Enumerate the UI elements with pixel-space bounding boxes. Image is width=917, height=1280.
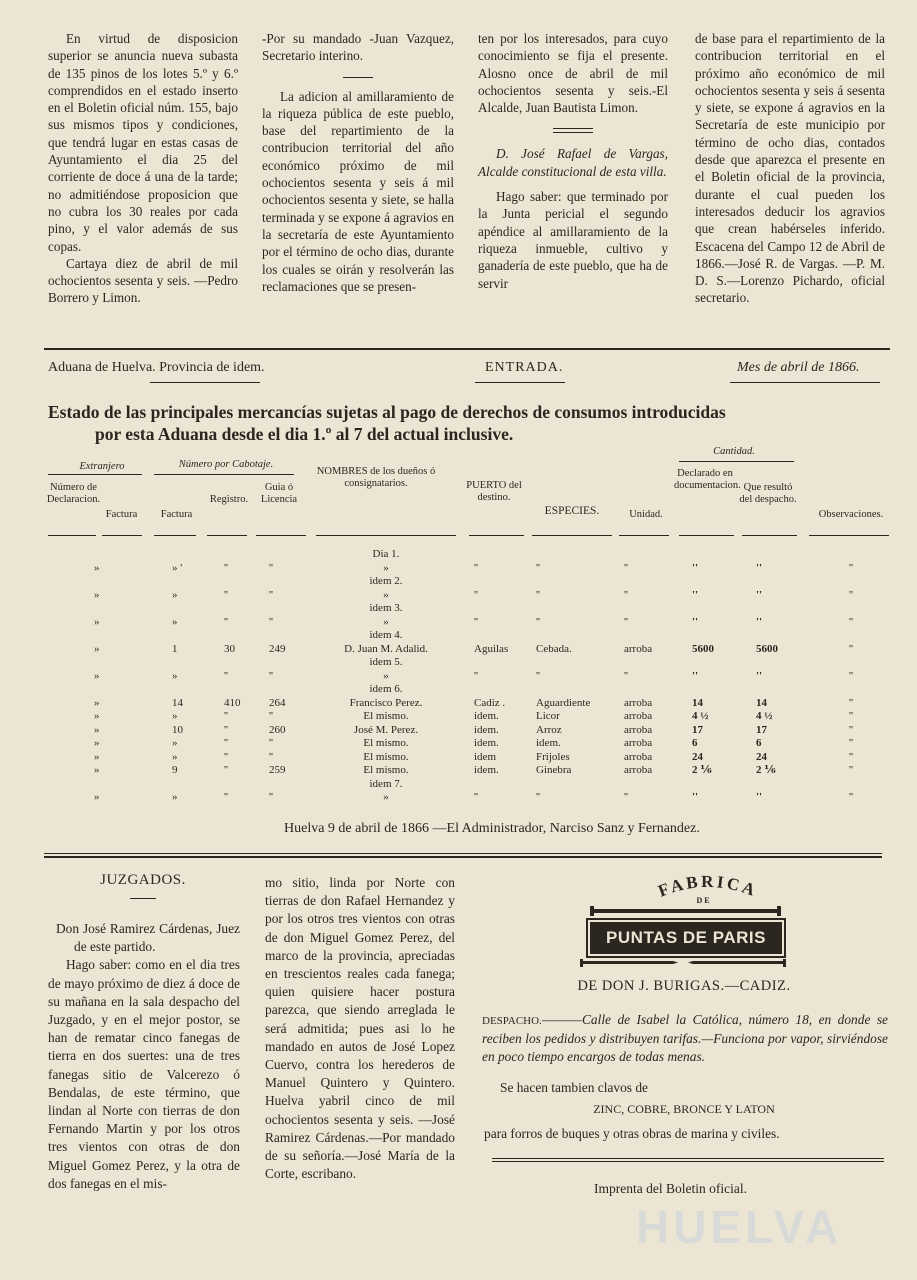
- mid-rule-2: [44, 856, 882, 858]
- top-section-rule: [44, 348, 890, 350]
- cell-puerto: idem.: [474, 764, 499, 776]
- table-row: [44, 670, 890, 683]
- cell-obs: '': [849, 750, 853, 763]
- cell-guia: '': [269, 615, 273, 628]
- th-rule-h: [532, 535, 612, 536]
- cell-name: »: [383, 588, 389, 601]
- cell-unid: '': [624, 561, 628, 574]
- customs-under-center: [475, 382, 565, 383]
- table-row: [44, 602, 890, 615]
- vargas-text: Hago saber: que terminado por la Junta pericial el segundo apéndice al amillaramiento de la riqueza inmueble, cultivo y ganadería de este pueblo, que ha de servir: [478, 189, 668, 291]
- th-rule-b: [102, 535, 142, 536]
- cell-puerto: idem: [474, 750, 496, 763]
- cell-decl: »: [94, 669, 100, 682]
- customs-right: Mes de abril de 1866.: [737, 360, 860, 375]
- cell-obs: '': [849, 723, 853, 736]
- escacena-text: de base para el repartimiento de la contribucion territorial en el próximo año económico de mil ochocientos sesenta y seis á sesenta y siete, se expone á agravios en la Secretaría de este municipio por término de ocho dias, contados desde que aparezca el presente en el Boletin oficial de la provincia, durante el cual pueden los interesados deducir los agravios que crean habérseles inferido. Escacena del Campo 12 de Abril de 1866.—José R. de Vargas. —P. M. D. S.—Lorenzo Pichardo, oficial secretario.: [695, 31, 885, 306]
- watermark-huelva: HUELVA: [636, 1201, 843, 1253]
- customs-footer: Huelva 9 de abril de 1866 —El Administrador, Narciso Sanz y Fernandez.: [284, 821, 700, 836]
- cell-guia: '': [269, 737, 273, 749]
- th-guia: Guia ó Licencia: [260, 482, 298, 505]
- cell-reg: '': [224, 588, 228, 601]
- th-unidad: Unidad.: [629, 509, 663, 520]
- cell-res: '': [756, 791, 763, 803]
- th-extranjero-rule: [48, 474, 142, 475]
- banner-box: [586, 918, 786, 958]
- table-row: [44, 575, 890, 588]
- table-row: [44, 737, 890, 750]
- juzgados-col-2: [265, 874, 455, 1183]
- cell-res: '': [756, 669, 763, 682]
- cell-decl: »: [94, 764, 100, 776]
- cell-obs: '': [849, 642, 853, 655]
- cell-name: El mismo.: [363, 737, 409, 749]
- table-row: [44, 589, 890, 602]
- cell-guia: 249: [269, 642, 286, 655]
- double-divider: [553, 128, 593, 133]
- col-1-subasta: [48, 30, 238, 307]
- table-row: [44, 764, 890, 777]
- cell-obs: '': [849, 791, 853, 803]
- advert-also: Se hacen tambien clavos de: [500, 1080, 648, 1095]
- th-rule-f: [316, 535, 456, 536]
- cell-puerto: '': [474, 791, 478, 803]
- cell-esp: Arroz: [536, 723, 562, 736]
- cell-reg: '': [224, 669, 228, 682]
- adicion-text: La adicion al amillaramiento de la riqueza pública de este pueblo, base del repartimiento de la contribucion territorial del año económico próximo de mil ochocientos sesenta y seis á mil ochocientos sesenta y siete, se halla terminada y se expone á agravios en la secretaría de este Ayuntamiento por el término de ocho dias, durante los cuales se oirán y resolverán las reclamaciones que se presen-: [262, 88, 454, 294]
- th-rule-i: [619, 535, 669, 536]
- table-row: [44, 710, 890, 723]
- secretario-line: -Por su mandado -Juan Vazquez, Secretario interino.: [262, 31, 454, 64]
- cell-res: 24: [756, 750, 767, 763]
- cell-decl: »: [94, 615, 100, 628]
- table-row: [44, 791, 890, 804]
- table-row: [44, 778, 890, 791]
- cell-guia: 264: [269, 696, 286, 709]
- col-2-amillaramiento: [262, 30, 454, 295]
- cell-res: 6: [756, 737, 762, 749]
- cell-fact2: »: [172, 737, 178, 749]
- table-row: [44, 724, 890, 737]
- cell-puerto: idem.: [474, 710, 499, 722]
- col-3-alosno: [478, 30, 668, 292]
- cell-guia: '': [269, 750, 273, 763]
- cell-puerto: '': [474, 669, 478, 682]
- imprint-rule-1: [492, 1158, 884, 1159]
- cell-name: idem 4.: [369, 629, 403, 641]
- cell-puerto: idem.: [474, 723, 499, 736]
- cell-obs: '': [849, 588, 853, 601]
- cell-esp: '': [536, 669, 540, 682]
- cell-reg: '': [224, 750, 228, 763]
- customs-title-2: por esta Aduana desde el dia 1.º al 7 del actual inclusive.: [95, 424, 514, 444]
- cell-name: »: [383, 561, 389, 574]
- cell-fact2: »: [172, 588, 178, 601]
- th-factura-2: Factura: [160, 509, 193, 520]
- cell-reg: '': [224, 723, 228, 736]
- cell-obs: '': [849, 764, 853, 776]
- cell-reg: 410: [224, 696, 241, 709]
- table-row: [44, 683, 890, 696]
- cell-dec: '': [692, 561, 699, 574]
- cell-dec: '': [692, 791, 699, 803]
- customs-under-left: [150, 382, 260, 383]
- cell-esp: idem.: [536, 737, 561, 749]
- customs-left: Aduana de Huelva. Provincia de idem.: [48, 360, 265, 375]
- cell-unid: arroba: [624, 696, 653, 709]
- fabrica-label: FABRICA: [655, 871, 761, 901]
- cell-guia: '': [269, 561, 273, 574]
- table-row: [44, 697, 890, 710]
- cell-unid: '': [624, 615, 628, 628]
- cell-name: idem 7.: [369, 777, 403, 790]
- cell-decl: »: [94, 737, 100, 749]
- cell-fact2: »: [172, 791, 178, 803]
- subasta-signature: Cartaya diez de abril de mil ochocientos sesenta y seis. —Pedro Borrero y Limon.: [48, 255, 238, 306]
- cell-decl: »: [94, 642, 100, 655]
- alosno-text: ten por los interesados, para cuyo conocimiento se fija el presente. Alosno once de abril de mil ochocientos sesenta y seis.-El Alcalde, Juan Bautista Limon.: [478, 31, 668, 116]
- cell-unid: arroba: [624, 642, 653, 655]
- cell-name: »: [383, 791, 389, 803]
- cell-name: idem 6.: [369, 683, 403, 695]
- th-rule-e: [256, 535, 306, 536]
- table-row: [44, 643, 890, 656]
- cell-decl: »: [94, 710, 100, 722]
- cell-name: D. Juan M. Adalid.: [344, 642, 428, 655]
- cell-dec: 24: [692, 750, 703, 763]
- cell-puerto: '': [474, 615, 478, 628]
- th-cantidad: Cantidad.: [713, 446, 755, 457]
- cell-obs: '': [849, 669, 853, 682]
- th-rule-j: [679, 535, 734, 536]
- cell-esp: Frijoles: [536, 750, 570, 763]
- cell-reg: '': [224, 561, 228, 574]
- advert: [478, 866, 890, 1156]
- cell-decl: »: [94, 696, 100, 709]
- th-factura-1: Factura: [105, 509, 138, 520]
- cell-decl: »: [94, 723, 100, 736]
- cell-name: idem 5.: [369, 656, 403, 668]
- cell-name: idem 2.: [369, 575, 403, 587]
- juzgados-heading: JUZGADOS.: [100, 872, 186, 888]
- th-numero-cabotaje: Número por Cabotaje.: [178, 459, 274, 470]
- cell-reg: '': [224, 710, 228, 722]
- cell-esp: '': [536, 791, 540, 803]
- cell-reg: 30: [224, 642, 235, 655]
- cell-dec: '': [692, 615, 699, 628]
- cell-res: 17: [756, 723, 767, 736]
- cell-esp: '': [536, 615, 540, 628]
- cell-guia: '': [269, 588, 273, 601]
- customs-center: ENTRADA.: [485, 360, 564, 375]
- cell-puerto: '': [474, 588, 478, 601]
- cell-unid: arroba: [624, 764, 653, 776]
- cell-esp: Cebada.: [536, 642, 572, 655]
- cell-obs: '': [849, 696, 853, 709]
- cell-name: El mismo.: [363, 750, 409, 763]
- cell-dec: 6: [692, 737, 698, 749]
- subasta-text: En virtud de disposicion superior se anuncia nueva subasta de 135 pinos de los lotes 5.º y 6.º comprendidos en el estado inserto en el Boletin oficial núm. 155, bajo sus mismos tipos y condiciones, que tendrá lugar en estas casas de Ayuntamiento el dia 25 del corriente de doce á una de la tarde; no admitiéndose proposicion que no cubra los 30 reales por cada pino, y el valor además de sus copas.: [48, 31, 238, 254]
- th-rule-c: [154, 535, 196, 536]
- nail-right-icon: [663, 904, 783, 918]
- cell-reg: '': [224, 737, 228, 749]
- cell-res: 14: [756, 696, 767, 709]
- advert-purpose: para forros de buques y otras obras de marina y civiles.: [484, 1126, 780, 1141]
- cell-unid: arroba: [624, 723, 653, 736]
- cell-guia: '': [269, 669, 273, 682]
- cell-name: José M. Perez.: [353, 723, 419, 736]
- cell-fact2: 9: [172, 764, 178, 776]
- th-cantidad-rule: [679, 461, 794, 462]
- cell-fact2: 10: [172, 723, 183, 736]
- cell-res: '': [756, 561, 763, 574]
- cell-decl: »: [94, 588, 100, 601]
- cell-dec: 2 ⅙: [692, 764, 712, 776]
- cell-unid: '': [624, 791, 628, 803]
- th-rule-k: [742, 535, 797, 536]
- cell-dec: 14: [692, 696, 703, 709]
- cell-dec: '': [692, 588, 699, 601]
- cell-reg: '': [224, 791, 228, 803]
- juzgado-text-2: mo sitio, linda por Norte con tierras de don Rafael Hernandez y por los otros tres vientos con otras de don Miguel Gomez Perez, del marco de la provincia, apreciadas en trescientos reales cada fanega; quien quisiere hacer postura parezca, que siendo arreglada le será admitida; pues asi lo he mandado en autos de José Lopez Cuervo, contra los herederos de Manuel Quintero y Quintero. Huelva yabril cinco de mil ochocientos sesenta y seis. —José Ramirez Cárdenas.—Por mandado de su señoría.—José María de la Corte, escribano.: [265, 875, 455, 1182]
- th-resulto: Que resultó del despacho.: [739, 482, 797, 505]
- cell-name: »: [383, 615, 389, 628]
- cell-res: '': [756, 588, 763, 601]
- imprint: Imprenta del Boletin oficial.: [594, 1181, 747, 1196]
- th-rule-l: [809, 535, 889, 536]
- advert-metals: ZINC, COBRE, BRONCE Y LATON: [593, 1102, 775, 1116]
- table-row: [44, 656, 890, 669]
- cell-guia: 260: [269, 723, 286, 736]
- cell-fact2: »: [172, 750, 178, 763]
- th-nombres: NOMBRES de los dueños ó consignatarios.: [316, 466, 436, 489]
- cell-dec: 17: [692, 723, 703, 736]
- cell-guia: '': [269, 791, 273, 803]
- banner-text: PUNTAS DE PARIS: [606, 928, 766, 947]
- th-declarado: Declarado en documentacion.: [674, 468, 741, 491]
- cell-name: Francisco Perez.: [349, 696, 423, 709]
- th-observaciones: Observaciones.: [818, 509, 884, 520]
- cell-decl: »: [94, 791, 100, 803]
- cell-unid: arroba: [624, 750, 653, 763]
- th-extranjero: Extranjero: [79, 461, 125, 472]
- cell-guia: '': [269, 710, 273, 722]
- cell-puerto: idem.: [474, 737, 499, 749]
- cell-esp: Licor: [536, 710, 560, 722]
- cell-unid: '': [624, 669, 628, 682]
- cell-unid: arroba: [624, 737, 653, 749]
- cell-puerto: '': [474, 561, 478, 574]
- table-row: [44, 616, 890, 629]
- cell-dec: '': [692, 669, 699, 682]
- table-row: [44, 751, 890, 764]
- cell-dec: 5600: [692, 642, 714, 655]
- th-puerto: PUERTO del destino.: [466, 480, 522, 503]
- despacho-label: DESPACHO.: [482, 1015, 542, 1027]
- cell-fact2: »: [172, 669, 178, 682]
- customs-table-rows: [44, 548, 890, 808]
- despacho-dash: ———: [541, 1012, 582, 1027]
- cell-esp: Ginebra: [536, 764, 572, 776]
- cell-reg: '': [224, 615, 228, 628]
- th-registro: Registro.: [209, 494, 249, 505]
- juzgado-text-1: Hago saber: como en el dia tres de mayo próximo de diez á doce de su mañana en la sala despacho del Juzgado, y en el mejor postor, se han de rematar cinco fanegas de tierra en dos suertes: una de tres fanegas sitio de Valcerezo ó Bendalas, de este término, que lindan al Norte con tierras de don Fernando Martin y por los otros tres vientos con otras de don Miguel Gomez Perez, y la otra de dos fanegas en el mis-: [48, 957, 240, 1191]
- cell-esp: Aguardiente: [536, 696, 591, 709]
- vargas-heading: D. José Rafael de Vargas, Alcalde constitucional de esta villa.: [478, 146, 668, 179]
- th-rule-a: [48, 535, 96, 536]
- table-row: [44, 548, 890, 561]
- cell-name: idem 3.: [369, 602, 403, 614]
- mid-rule-1: [44, 853, 882, 854]
- cell-puerto: Aguilas: [474, 642, 509, 655]
- cell-name: Dia 1.: [372, 548, 400, 560]
- table-row: [44, 629, 890, 642]
- cell-res: '': [756, 615, 763, 628]
- cell-fact2: »: [172, 710, 178, 722]
- cell-esp: '': [536, 588, 540, 601]
- cell-fact2: 1: [172, 642, 178, 655]
- cell-name: »: [383, 669, 389, 682]
- th-rule-g: [469, 535, 524, 536]
- cell-decl: »: [94, 561, 100, 574]
- cell-dec: 4 ½: [692, 710, 709, 722]
- juez-heading: Don José Ramirez Cárdenas, Juez de este partido.: [56, 921, 240, 955]
- cell-reg: '': [224, 764, 228, 776]
- cell-unid: '': [624, 588, 628, 601]
- cell-obs: '': [849, 615, 853, 628]
- juzgados-col-1: [48, 920, 240, 1193]
- customs-title-1: Estado de las principales mercancías sujetas al pago de derechos de consumos introducidas: [48, 402, 726, 422]
- despacho-text: Calle de Isabel la Católica, número 18, en donde se reciben los pedidos y distribuyen tarifas.—Funciona por vapor, sirviéndose en poco tiempo encargos de todas menas.: [482, 1012, 888, 1064]
- cell-guia: 259: [269, 764, 286, 776]
- cell-puerto: Cadiz .: [474, 696, 506, 709]
- cell-decl: »: [94, 750, 100, 763]
- th-especies: ESPECIES.: [544, 505, 600, 517]
- advert-owner: DE DON J. BURIGAS.—CADIZ.: [577, 978, 791, 994]
- cell-fact2: » ': [172, 561, 183, 574]
- imprint-rule-2: [492, 1161, 884, 1162]
- cell-fact2: »: [172, 615, 178, 628]
- cell-obs: '': [849, 710, 853, 722]
- cell-obs: '': [849, 561, 853, 574]
- cell-name: El mismo.: [363, 764, 409, 776]
- cell-fact2: 14: [172, 696, 183, 709]
- cell-obs: '': [849, 737, 853, 749]
- cell-res: 2 ⅙: [756, 764, 776, 776]
- juzgados-underline: [130, 898, 156, 899]
- nail-left-2-icon: [578, 958, 678, 968]
- de-label: DE: [696, 896, 712, 905]
- customs-under-right: [730, 382, 880, 383]
- cell-unid: arroba: [624, 710, 653, 722]
- cell-res: 5600: [756, 642, 778, 655]
- th-num-declaracion: Número de Declaracion.: [46, 482, 101, 505]
- short-divider: [343, 77, 373, 78]
- th-cabotaje-rule: [154, 474, 294, 475]
- advert-despacho: [482, 1011, 888, 1066]
- cell-name: El mismo.: [363, 710, 409, 722]
- cell-esp: '': [536, 561, 540, 574]
- col-4-escacena: [695, 30, 885, 307]
- cell-res: 4 ½: [756, 710, 773, 722]
- table-row: [44, 562, 890, 575]
- th-rule-d: [207, 535, 247, 536]
- nail-right-2-icon: [688, 958, 788, 968]
